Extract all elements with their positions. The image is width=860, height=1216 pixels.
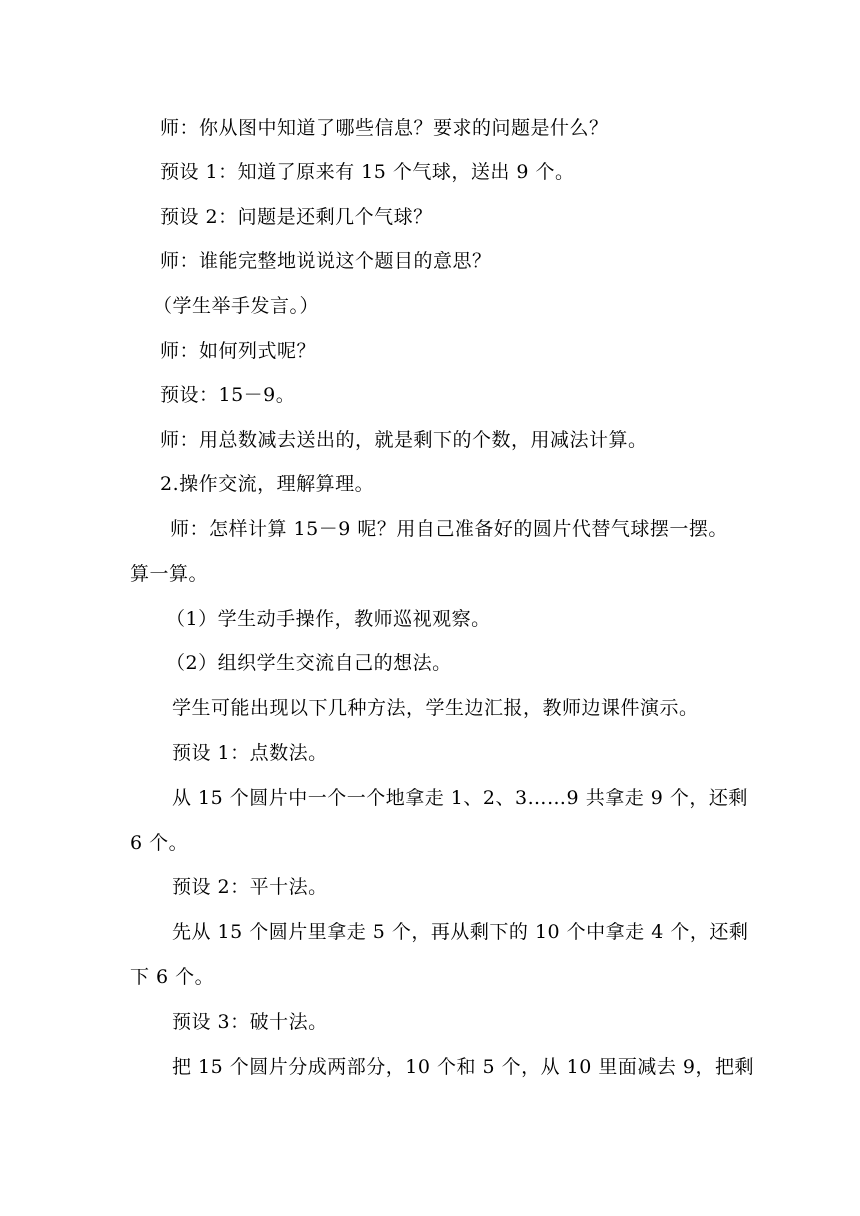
section-heading-operation: 2.操作交流，理解算理。 — [160, 473, 375, 495]
teacher-question-meaning: 师：谁能完整地说说这个题目的意思？ — [160, 250, 492, 272]
preset-3-break-ten: 预设 3：破十法。 — [172, 1011, 328, 1033]
counting-method-continuation: 6 个。 — [130, 832, 189, 854]
compute-continuation: 算一算。 — [130, 563, 209, 585]
step-1-operate: （1）学生动手操作，教师巡视观察。 — [166, 608, 491, 630]
preset-2-question: 预设 2：问题是还剩几个气球？ — [160, 206, 433, 228]
teacher-question-formula: 师：如何列式呢？ — [160, 340, 317, 362]
students-raise-hands: （学生举手发言。） — [153, 295, 320, 317]
preset-2-make-ten: 预设 2：平十法。 — [172, 876, 328, 898]
teacher-question-compute: 师：怎样计算 15－9 呢？用自己准备好的圆片代替气球摆一摆。 — [170, 518, 728, 540]
step-2-discuss: （2）组织学生交流自己的想法。 — [166, 652, 452, 674]
teacher-explanation-subtraction: 师：用总数减去送出的，就是剩下的个数，用减法计算。 — [160, 429, 648, 451]
counting-method-text: 从 15 个圆片中一个一个地拿走 1、2、3……9 共拿走 9 个，还剩 — [172, 787, 748, 809]
make-ten-method-continuation: 下 6 个。 — [130, 966, 215, 988]
preset-formula: 预设：15－9。 — [160, 384, 296, 406]
preset-1-counting: 预设 1：点数法。 — [172, 742, 328, 764]
make-ten-method-text: 先从 15 个圆片里拿走 5 个，再从剩下的 10 个中拿走 4 个，还剩 — [172, 921, 749, 943]
teacher-question-info: 师：你从图中知道了哪些信息？要求的问题是什么？ — [160, 117, 609, 139]
preset-1-known: 预设 1：知道了原来有 15 个气球，送出 9 个。 — [160, 161, 575, 183]
methods-intro: 学生可能出现以下几种方法，学生边汇报，教师边课件演示。 — [172, 697, 699, 719]
break-ten-method-text: 把 15 个圆片分成两部分，10 个和 5 个，从 10 里面减去 9，把剩 — [172, 1056, 755, 1078]
